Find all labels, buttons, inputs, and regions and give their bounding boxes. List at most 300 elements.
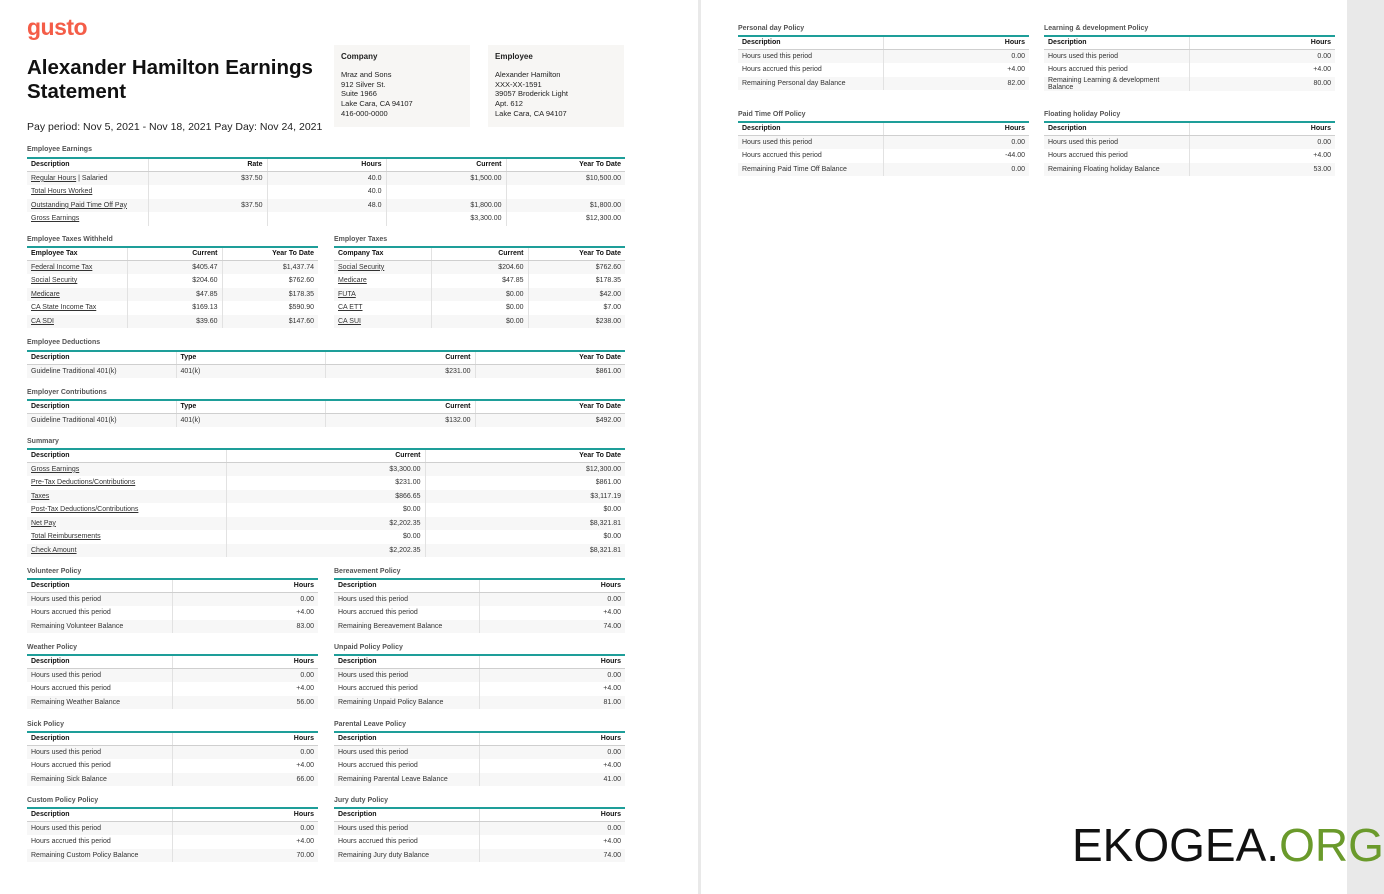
employee-info <box>488 45 624 127</box>
column-header: Current <box>431 247 528 260</box>
policy-description: Hours used this period <box>27 745 172 759</box>
contribution-type: 401(k) <box>176 413 325 427</box>
column-header: Hours <box>172 732 318 745</box>
column-header: Year To Date <box>475 351 625 364</box>
tax-ytd: $178.35 <box>222 288 318 302</box>
summary-description <box>27 490 226 504</box>
policy-hours: 0.00 <box>479 821 625 835</box>
tax-link[interactable]: Social Security <box>338 263 385 271</box>
policy-table-personal <box>738 35 1029 90</box>
policy-hours: 0.00 <box>883 135 1029 149</box>
summary-link[interactable]: Post-Tax Deductions/Contributions <box>31 506 139 514</box>
table-header-row <box>738 36 1029 49</box>
table-row <box>1044 149 1335 163</box>
policy-description: Hours accrued this period <box>1048 152 1128 160</box>
policy-hours: +4.00 <box>479 759 625 773</box>
earning-ytd: $12,300.00 <box>506 212 625 226</box>
table-row <box>334 592 625 606</box>
column-header: Hours <box>883 122 1029 135</box>
policy-description: Hours accrued this period <box>31 609 111 617</box>
summary-ytd: $0.00 <box>425 503 625 517</box>
summary-ytd: $8,321.81 <box>425 517 625 531</box>
policy-table-volunteer <box>27 578 318 633</box>
table-row <box>738 63 1029 77</box>
earnings-title: Employee Earnings <box>27 146 92 153</box>
table-row <box>27 185 625 199</box>
policy-hours: +4.00 <box>479 682 625 696</box>
earning-link[interactable]: Gross Earnings <box>31 215 80 223</box>
tax-description <box>27 301 127 315</box>
column-header: Hours <box>267 158 386 171</box>
table-row <box>334 288 625 302</box>
summary-link[interactable]: Taxes <box>31 492 50 500</box>
summary-ytd: $12,300.00 <box>425 462 625 476</box>
column-header: Hours <box>1189 36 1335 49</box>
table-row <box>738 163 1029 177</box>
column-header: Description <box>27 579 172 592</box>
policy-hours: +4.00 <box>172 682 318 696</box>
column-header: Description <box>334 579 479 592</box>
policy-description: Remaining Weather Balance <box>27 696 172 710</box>
policy-hours: 74.00 <box>479 620 625 634</box>
policy-hours: 0.00 <box>172 745 318 759</box>
table-row <box>27 668 318 682</box>
policy-hours: 0.00 <box>172 668 318 682</box>
earning-ytd: $1,800.00 <box>506 199 625 213</box>
column-header: Description <box>334 808 479 821</box>
summary-link[interactable]: Total Reimbursements <box>31 533 101 541</box>
tax-description <box>334 274 431 288</box>
policy-description: Remaining Learning & development Balance <box>1044 77 1189 91</box>
policy-description: Hours accrued this period <box>31 838 111 846</box>
column-header: Year To Date <box>475 400 625 413</box>
column-header: Description <box>1044 36 1189 49</box>
tax-current: $204.60 <box>127 274 222 288</box>
policy-hours: 0.00 <box>883 163 1029 177</box>
employee-taxes-title: Employee Taxes Withheld <box>27 236 113 243</box>
policy-description: Remaining Bereavement Balance <box>334 620 479 634</box>
column-header: Description <box>27 400 176 413</box>
policy-hours: 0.00 <box>172 592 318 606</box>
policy-table-floating <box>1044 121 1335 176</box>
policy-hours: -44.00 <box>883 149 1029 163</box>
column-header: Hours <box>172 655 318 668</box>
employer-taxes-table <box>334 246 625 328</box>
table-row <box>334 260 625 274</box>
company-line: 912 Silver St. <box>341 79 386 89</box>
summary-current: $2,202.35 <box>226 517 425 531</box>
table-row <box>1044 77 1335 91</box>
column-header: Current <box>325 400 475 413</box>
policy-title: Personal day Policy <box>738 25 805 32</box>
table-row <box>27 606 318 620</box>
table-row <box>334 668 625 682</box>
column-header: Description <box>738 36 883 49</box>
policy-hours: 74.00 <box>479 849 625 863</box>
policy-description: Hours accrued this period <box>742 66 822 74</box>
tax-description <box>334 301 431 315</box>
policy-description: Hours used this period <box>738 135 883 149</box>
column-header: Description <box>27 808 172 821</box>
policy-hours: +4.00 <box>172 835 318 849</box>
policy-title: Volunteer Policy <box>27 568 82 575</box>
tax-link[interactable]: Medicare <box>31 290 60 298</box>
company-line: Lake Cara, CA 94107 <box>341 99 413 109</box>
column-header: Hours <box>479 732 625 745</box>
table-row <box>27 413 625 427</box>
gusto-logo: gusto <box>27 14 88 40</box>
pay-period: Pay period: Nov 5, 2021 - Nov 18, 2021 Pay Day: Nov 24, 2021 <box>27 121 323 133</box>
deduction-description: Guideline Traditional 401(k) <box>27 364 176 378</box>
tax-link[interactable]: CA State Income Tax <box>31 304 97 312</box>
earning-link[interactable]: Total Hours Worked <box>31 188 93 196</box>
policy-hours: +4.00 <box>172 759 318 773</box>
table-row <box>334 274 625 288</box>
policy-description: Hours accrued this period <box>338 609 418 617</box>
tax-ytd: $147.60 <box>222 315 318 329</box>
policy-hours: +4.00 <box>479 835 625 849</box>
tax-link[interactable]: Social Security <box>31 277 78 285</box>
table-header-row <box>334 247 625 260</box>
policy-hours: +4.00 <box>883 63 1029 77</box>
table-row <box>27 199 625 213</box>
employee-line: XXX-XX-1591 <box>495 79 542 89</box>
table-header-row <box>27 655 318 668</box>
policy-hours: 0.00 <box>172 821 318 835</box>
policy-hours: 56.00 <box>172 696 318 710</box>
table-row <box>738 135 1029 149</box>
summary-current: $231.00 <box>226 476 425 490</box>
table-row <box>27 171 625 185</box>
company-info <box>334 45 470 127</box>
policy-description: Hours accrued this period <box>338 838 418 846</box>
policy-title: Bereavement Policy <box>334 568 401 575</box>
table-row <box>27 517 625 531</box>
column-header: Hours <box>172 808 318 821</box>
table-row <box>27 821 318 835</box>
table-row <box>334 773 625 787</box>
deduction-type: 401(k) <box>176 364 325 378</box>
summary-ytd: $0.00 <box>425 530 625 544</box>
contribution-current: $132.00 <box>325 413 475 427</box>
column-header: Hours <box>479 655 625 668</box>
tax-link[interactable]: FUTA <box>338 290 356 298</box>
policy-description: Hours accrued this period <box>1048 66 1128 74</box>
table-header-row <box>334 732 625 745</box>
table-row <box>334 682 625 696</box>
policy-description: Hours accrued this period <box>742 152 822 160</box>
column-header: Hours <box>479 579 625 592</box>
column-header: Current <box>386 158 506 171</box>
column-header: Description <box>738 122 883 135</box>
earnings-table <box>27 157 625 226</box>
policy-description: Remaining Jury duty Balance <box>334 849 479 863</box>
earning-rate: $37.50 <box>148 171 267 185</box>
contributions-title: Employer Contributions <box>27 389 107 396</box>
company-line: Mraz and Sons <box>341 70 392 79</box>
column-header: Hours <box>883 36 1029 49</box>
column-header: Type <box>176 351 325 364</box>
column-header: Description <box>27 732 172 745</box>
contribution-description: Guideline Traditional 401(k) <box>27 413 176 427</box>
table-row <box>738 149 1029 163</box>
tax-current: $39.60 <box>127 315 222 329</box>
earning-rate: $37.50 <box>148 199 267 213</box>
table-row <box>334 759 625 773</box>
table-row <box>738 77 1029 91</box>
watermark-accent: ORG <box>1279 819 1384 871</box>
policy-description: Remaining Floating holiday Balance <box>1044 163 1189 177</box>
earning-hours <box>267 212 386 226</box>
table-row <box>27 620 318 634</box>
table-header-row <box>27 351 625 364</box>
employee-line: Apt. 612 <box>495 99 523 109</box>
summary-ytd: $8,321.81 <box>425 544 625 558</box>
employer-taxes-title: Employer Taxes <box>334 236 388 243</box>
tax-current: $0.00 <box>431 315 528 329</box>
tax-ytd: $1,437.74 <box>222 260 318 274</box>
policy-description: Hours used this period <box>27 668 172 682</box>
deduction-ytd: $861.00 <box>475 364 625 378</box>
policy-hours: 66.00 <box>172 773 318 787</box>
policy-description: Remaining Personal day Balance <box>738 77 883 91</box>
employee-line: Lake Cara, CA 94107 <box>495 108 567 118</box>
policy-description: Hours used this period <box>334 821 479 835</box>
employee-line: Alexander Hamilton <box>495 70 561 79</box>
policy-table-parental <box>334 731 625 786</box>
table-header-row <box>27 808 318 821</box>
table-row <box>27 301 318 315</box>
table-row <box>27 288 318 302</box>
employee-line: 39057 Broderick Light <box>495 89 568 99</box>
column-header: Type <box>176 400 325 413</box>
table-row <box>334 301 625 315</box>
policy-hours: 0.00 <box>883 49 1029 63</box>
table-row <box>27 759 318 773</box>
policy-table-learning <box>1044 35 1335 91</box>
summary-link[interactable]: Gross Earnings <box>31 465 80 473</box>
summary-link[interactable]: Net Pay <box>31 519 56 527</box>
deduction-current: $231.00 <box>325 364 475 378</box>
column-header: Description <box>1044 122 1189 135</box>
company-line: Suite 1966 <box>341 89 377 99</box>
tax-description <box>27 260 127 274</box>
table-row <box>738 49 1029 63</box>
table-row <box>1044 63 1335 77</box>
column-header: Year To Date <box>425 449 625 462</box>
earning-hours: 48.0 <box>267 199 386 213</box>
column-header: Description <box>334 732 479 745</box>
column-header: Current <box>325 351 475 364</box>
table-row <box>27 274 318 288</box>
page-title: Alexander Hamilton Earnings Statement <box>27 56 313 103</box>
policy-description: Hours used this period <box>27 592 172 606</box>
policy-hours: 80.00 <box>1189 77 1335 91</box>
table-row <box>27 544 625 558</box>
table-row <box>27 503 625 517</box>
policy-description: Hours used this period <box>334 745 479 759</box>
policy-description: Remaining Paid Time Off Balance <box>738 163 883 177</box>
tax-ytd: $762.60 <box>222 274 318 288</box>
tax-ytd: $762.60 <box>528 260 625 274</box>
tax-current: $0.00 <box>431 288 528 302</box>
policy-description: Hours accrued this period <box>338 685 418 693</box>
policy-hours: 0.00 <box>479 745 625 759</box>
tax-current: $47.85 <box>431 274 528 288</box>
column-header: Year To Date <box>506 158 625 171</box>
summary-description <box>27 503 226 517</box>
policy-title: Unpaid Policy Policy <box>334 644 403 651</box>
contribution-ytd: $492.00 <box>475 413 625 427</box>
table-header-row <box>27 400 625 413</box>
column-header: Hours <box>479 808 625 821</box>
summary-description <box>27 462 226 476</box>
summary-description <box>27 530 226 544</box>
table-row <box>27 745 318 759</box>
tax-link[interactable]: CA SUI <box>338 317 361 325</box>
table-row <box>27 260 318 274</box>
earning-note: | Salaried <box>76 174 108 182</box>
table-row <box>27 476 625 490</box>
table-row <box>27 462 625 476</box>
table-row <box>27 696 318 710</box>
policy-table-weather <box>27 654 318 709</box>
policy-table-unpaid <box>334 654 625 709</box>
table-row <box>1044 135 1335 149</box>
tax-ytd: $590.90 <box>222 301 318 315</box>
policy-title: Sick Policy <box>27 721 64 728</box>
column-header: Description <box>27 655 172 668</box>
employee-heading: Employee <box>495 52 533 61</box>
column-header: Hours <box>172 579 318 592</box>
table-header-row <box>27 449 625 462</box>
policy-description: Hours used this period <box>1044 49 1189 63</box>
summary-current: $0.00 <box>226 530 425 544</box>
table-header-row <box>334 655 625 668</box>
deductions-table <box>27 350 625 378</box>
summary-ytd: $861.00 <box>425 476 625 490</box>
watermark-main: EKOGEA. <box>1072 819 1280 871</box>
policy-title: Custom Policy Policy <box>27 797 99 804</box>
table-header-row <box>27 158 625 171</box>
policy-table-jury <box>334 807 625 862</box>
table-row <box>334 315 625 329</box>
tax-description <box>27 274 127 288</box>
policy-hours: +4.00 <box>1189 63 1335 77</box>
contributions-table <box>27 399 625 427</box>
policy-description: Hours used this period <box>334 668 479 682</box>
policy-description: Hours accrued this period <box>31 685 111 693</box>
summary-link[interactable]: Check Amount <box>31 546 77 554</box>
table-header-row <box>27 732 318 745</box>
summary-link[interactable]: Pre-Tax Deductions/Contributions <box>31 479 136 487</box>
tax-link[interactable]: Medicare <box>338 277 367 285</box>
column-header: Current <box>226 449 425 462</box>
summary-current: $2,202.35 <box>226 544 425 558</box>
policy-hours: 83.00 <box>172 620 318 634</box>
statement-page-2 <box>701 0 1347 894</box>
column-header: Employee Tax <box>27 247 127 260</box>
summary-current: $0.00 <box>226 503 425 517</box>
summary-description <box>27 544 226 558</box>
earning-ytd <box>506 185 625 199</box>
table-header-row <box>27 579 318 592</box>
earning-rate <box>148 212 267 226</box>
table-row <box>27 490 625 504</box>
table-row <box>1044 49 1335 63</box>
table-row <box>334 696 625 710</box>
table-row <box>27 773 318 787</box>
earning-description <box>27 185 148 199</box>
earning-link[interactable]: Regular Hours <box>31 174 77 182</box>
column-header: Description <box>27 158 148 171</box>
policy-hours: 81.00 <box>479 696 625 710</box>
earning-rate <box>148 185 267 199</box>
earning-link[interactable]: Outstanding Paid Time Off Pay <box>31 201 127 209</box>
earning-ytd: $10,500.00 <box>506 171 625 185</box>
summary-title: Summary <box>27 438 59 445</box>
policy-table-sick <box>27 731 318 786</box>
policy-description: Remaining Volunteer Balance <box>27 620 172 634</box>
table-row <box>1044 163 1335 177</box>
policy-hours: 41.00 <box>479 773 625 787</box>
tax-link[interactable]: Federal Income Tax <box>31 263 93 271</box>
summary-description <box>27 517 226 531</box>
tax-ytd: $178.35 <box>528 274 625 288</box>
policy-hours: +4.00 <box>1189 149 1335 163</box>
tax-link[interactable]: CA ETT <box>338 304 363 312</box>
policy-description: Hours used this period <box>1044 135 1189 149</box>
tax-description <box>334 315 431 329</box>
earning-description <box>27 171 148 185</box>
earning-hours: 40.0 <box>267 185 386 199</box>
policy-hours: 0.00 <box>479 668 625 682</box>
table-row <box>334 745 625 759</box>
earning-description <box>27 212 148 226</box>
table-row <box>27 212 625 226</box>
table-row <box>27 364 625 378</box>
table-row <box>334 849 625 863</box>
column-header: Company Tax <box>334 247 431 260</box>
policy-hours: 82.00 <box>883 77 1029 91</box>
table-header-row <box>334 579 625 592</box>
policy-hours: +4.00 <box>172 606 318 620</box>
table-row <box>334 835 625 849</box>
policy-title: Weather Policy <box>27 644 78 651</box>
policy-table-bereavement <box>334 578 625 633</box>
table-header-row <box>334 808 625 821</box>
summary-description <box>27 476 226 490</box>
tax-link[interactable]: CA SDI <box>31 317 54 325</box>
watermark <box>1072 818 1384 872</box>
tax-current: $47.85 <box>127 288 222 302</box>
policy-description: Remaining Unpaid Policy Balance <box>334 696 479 710</box>
policy-hours: 0.00 <box>479 592 625 606</box>
earning-current: $1,800.00 <box>386 199 506 213</box>
table-row <box>334 606 625 620</box>
table-row <box>334 821 625 835</box>
summary-current: $866.65 <box>226 490 425 504</box>
table-header-row <box>27 247 318 260</box>
policy-title: Jury duty Policy <box>334 797 389 804</box>
column-header: Rate <box>148 158 267 171</box>
table-row <box>27 592 318 606</box>
column-header: Description <box>334 655 479 668</box>
table-row <box>27 682 318 696</box>
table-row <box>27 530 625 544</box>
table-header-row <box>1044 122 1335 135</box>
earning-current: $1,500.00 <box>386 171 506 185</box>
